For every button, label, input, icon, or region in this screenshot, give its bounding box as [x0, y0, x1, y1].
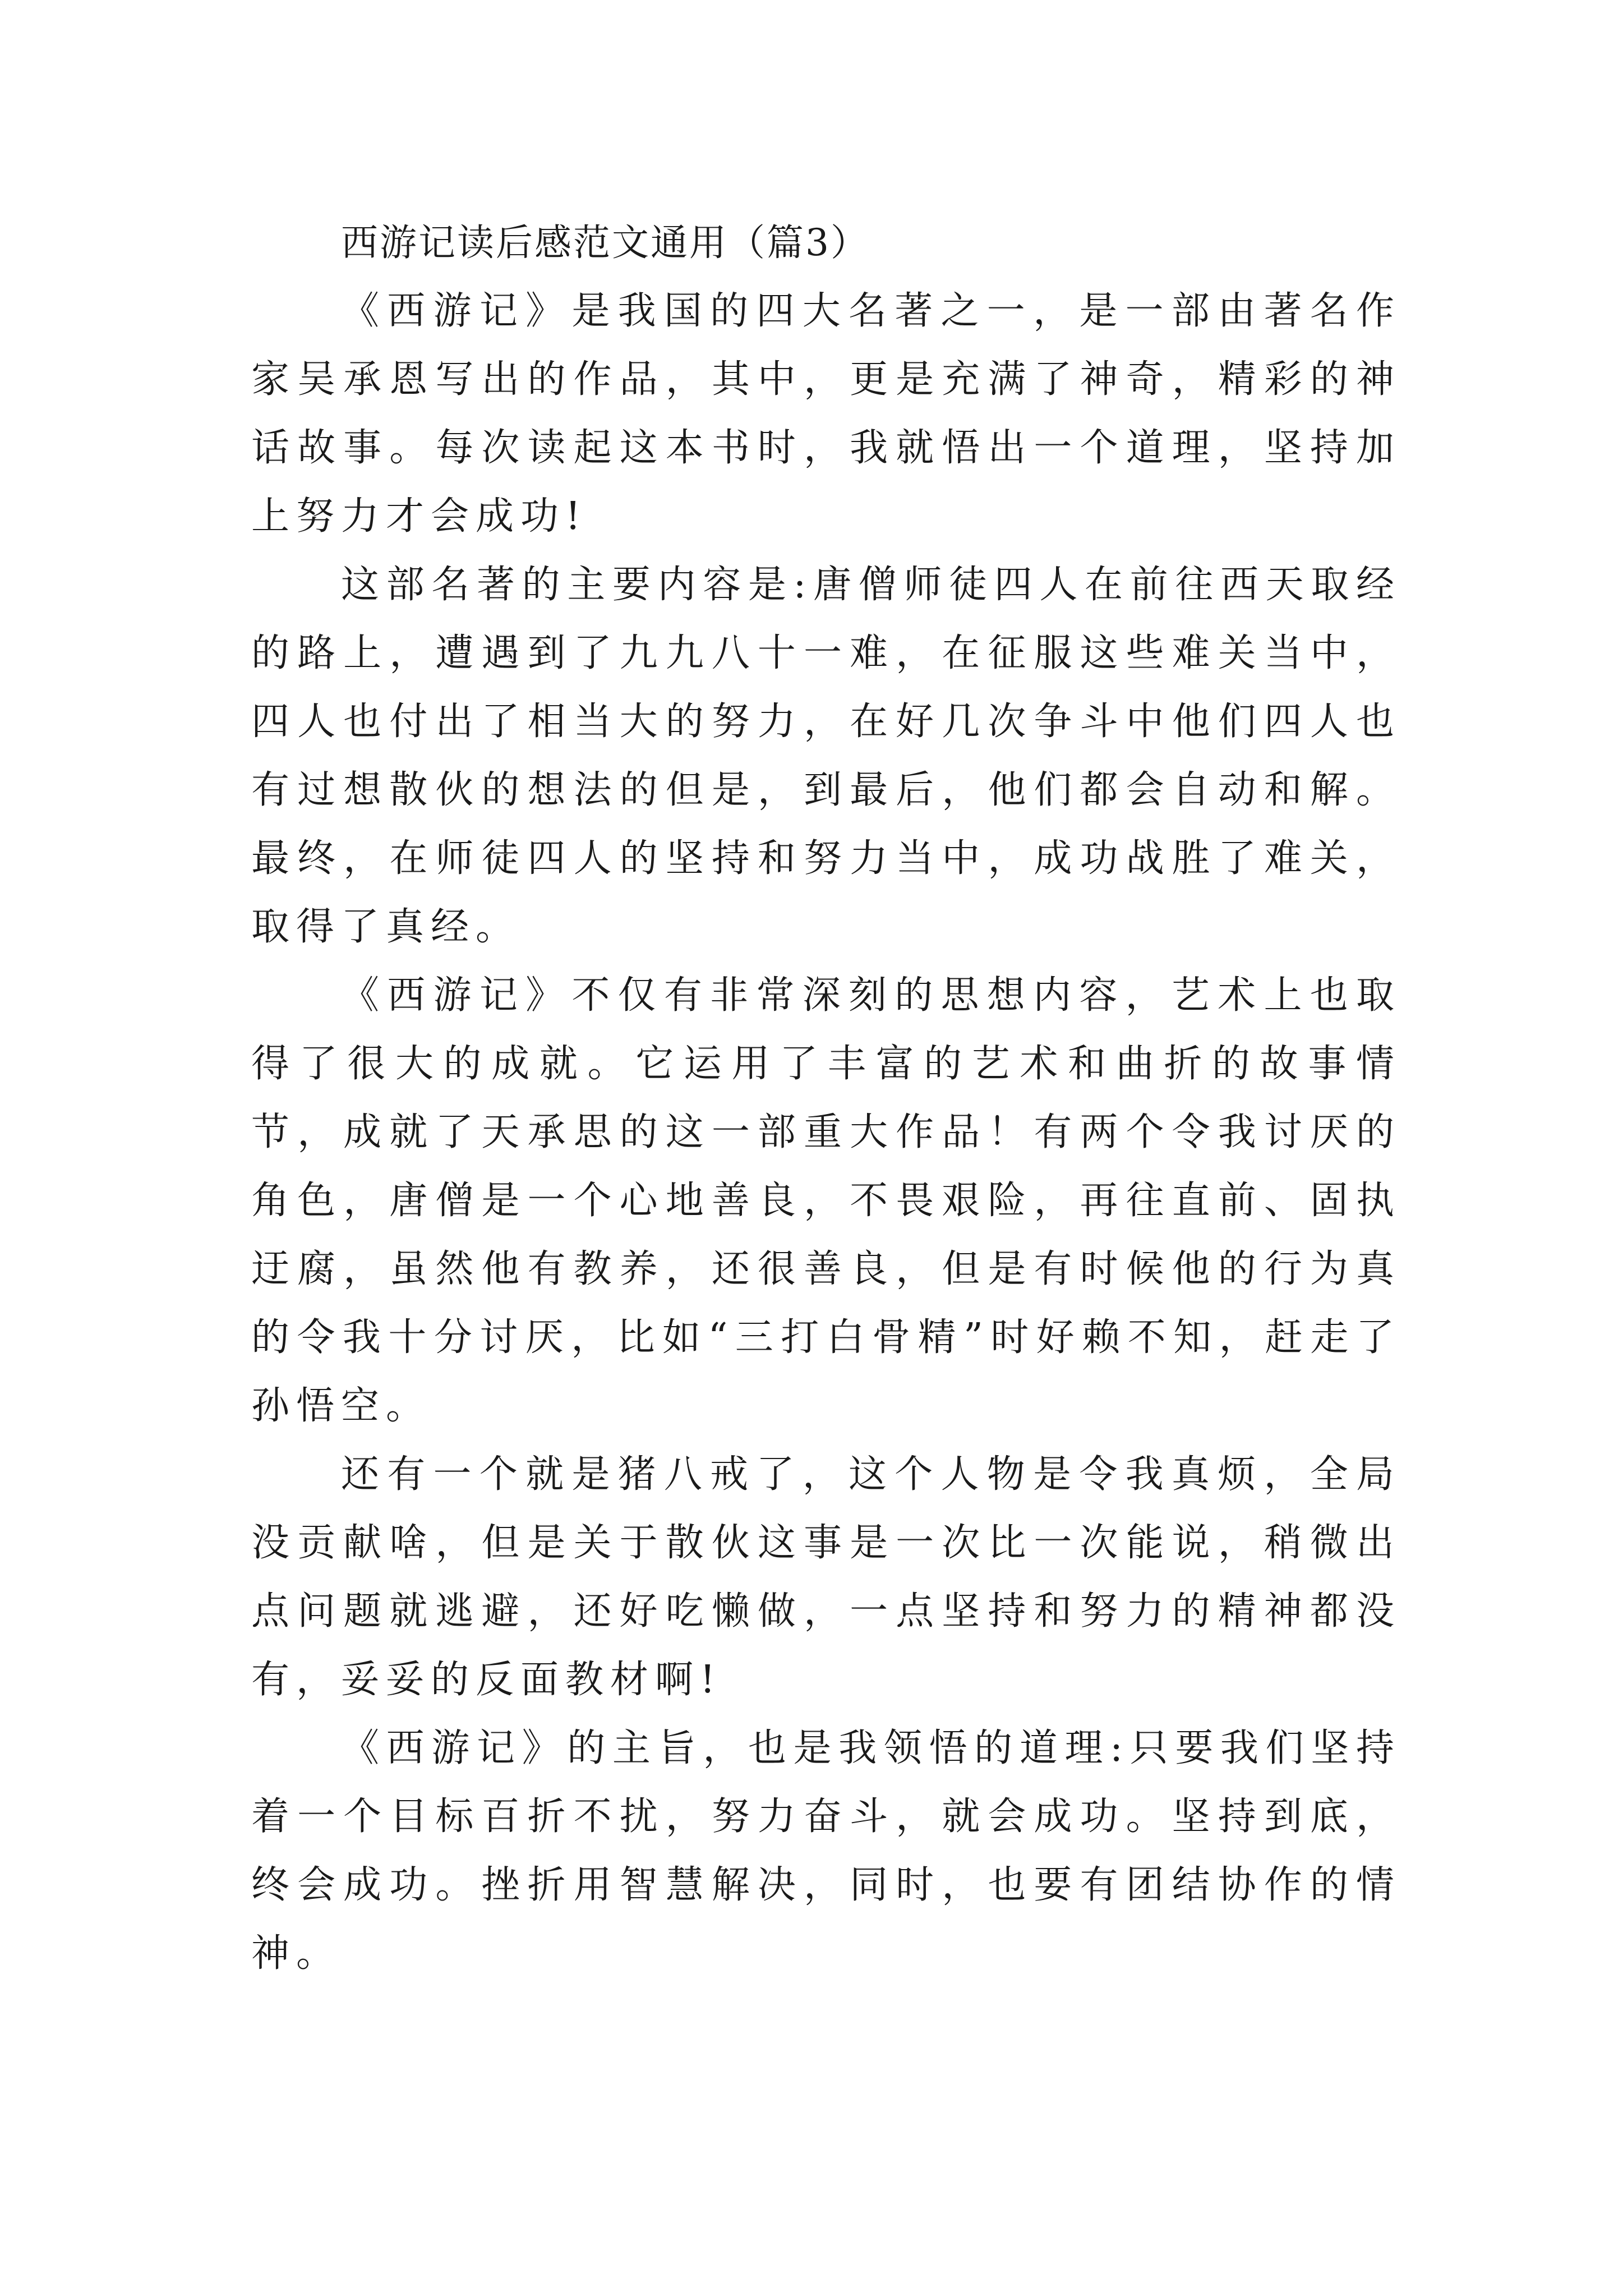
paragraph-5: 《西游记》的主旨，也是我领悟的道理:只要我们坚持着一个目标百折不扰，努力奋斗，就会成功。坚持到底，终会成功。挫折用智慧解决，同时，也要有团结协作的情神。	[251, 1726, 1401, 1976]
document-body	[251, 209, 1401, 1988]
paragraph-2: 这部名著的主要内容是:唐僧师徒四人在前往西天取经的路上，遭遇到了九九八十一难，在征服这些难关当中，四人也付出了相当大的努力，在好几次争斗中他们四人也有过想散伙的想法的但是，到最后，他们都会自动和解。最终，在师徒四人的坚持和努力当中，成功战胜了难关，取得了真经。	[251, 563, 1401, 949]
paragraph-4: 还有一个就是猪八戒了，这个人物是令我真烦，全局没贡献啥，但是关于散伙这事是一次比一次能说，稍微出点问题就逃避，还好吃懒做，一点坚持和努力的精神都没有，妥妥的反面教材啊!	[251, 1452, 1401, 1702]
paragraph-3: 《西游记》不仅有非常深刻的思想内容，艺术上也取得了很大的成就。它运用了丰富的艺术和曲折的故事情节，成就了天承思的这一部重大作品！有两个令我讨厌的角色，唐僧是一个心地善良，不畏艰险，再往直前、固执迂腐，虽然他有教养，还很善良，但是有时候他的行为真的令我十分讨厌，比如“三打白骨精”时好赖不知，赶走了孙悟空。	[251, 973, 1401, 1428]
paragraph-1: 《西游记》是我国的四大名著之一，是一部由著名作家吴承恩写出的作品，其中，更是充满了神奇，精彩的神话故事。每次读起这本书时，我就悟出一个道理，坚持加上努力才会成功!	[251, 289, 1401, 539]
document-title: 西游记读后感范文通用（篇3）	[341, 221, 869, 264]
